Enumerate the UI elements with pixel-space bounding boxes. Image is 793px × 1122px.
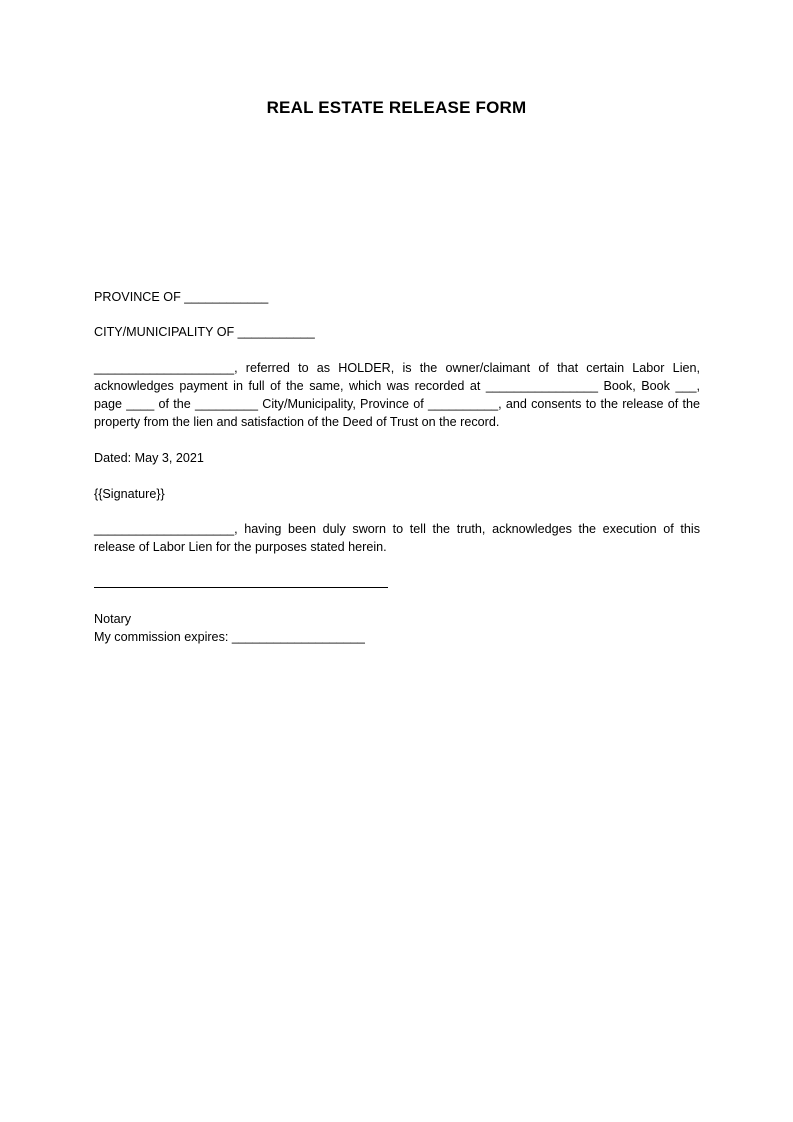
city-municipality-line: CITY/MUNICIPALITY OF ___________ <box>94 325 315 339</box>
signature-placeholder: {{Signature}} <box>94 487 165 501</box>
commission-expires-line: My commission expires: ___________________ <box>94 630 365 644</box>
notary-label: Notary <box>94 612 132 626</box>
holder-paragraph: ____________________, referred to as HOLDER, is the owner/claimant of that certain Labor Lien, acknowledges payment in full of the same, which was recorded at ________________ Book, Book ___, page ____ of the _________ City/Municipality, Province of __________, and consents to the release of the property from the lien and satisfaction of the Deed of Trust on the record. <box>94 361 700 429</box>
document-title: REAL ESTATE RELEASE FORM <box>266 98 527 117</box>
sworn-paragraph: ____________________, having been duly sworn to tell the truth, acknowledges the execution of this release of Labor Lien for the purposes stated herein. <box>94 522 700 554</box>
notary-signature-line <box>94 587 388 588</box>
dated-line: Dated: May 3, 2021 <box>94 451 204 465</box>
province-line: PROVINCE OF ____________ <box>94 290 269 304</box>
